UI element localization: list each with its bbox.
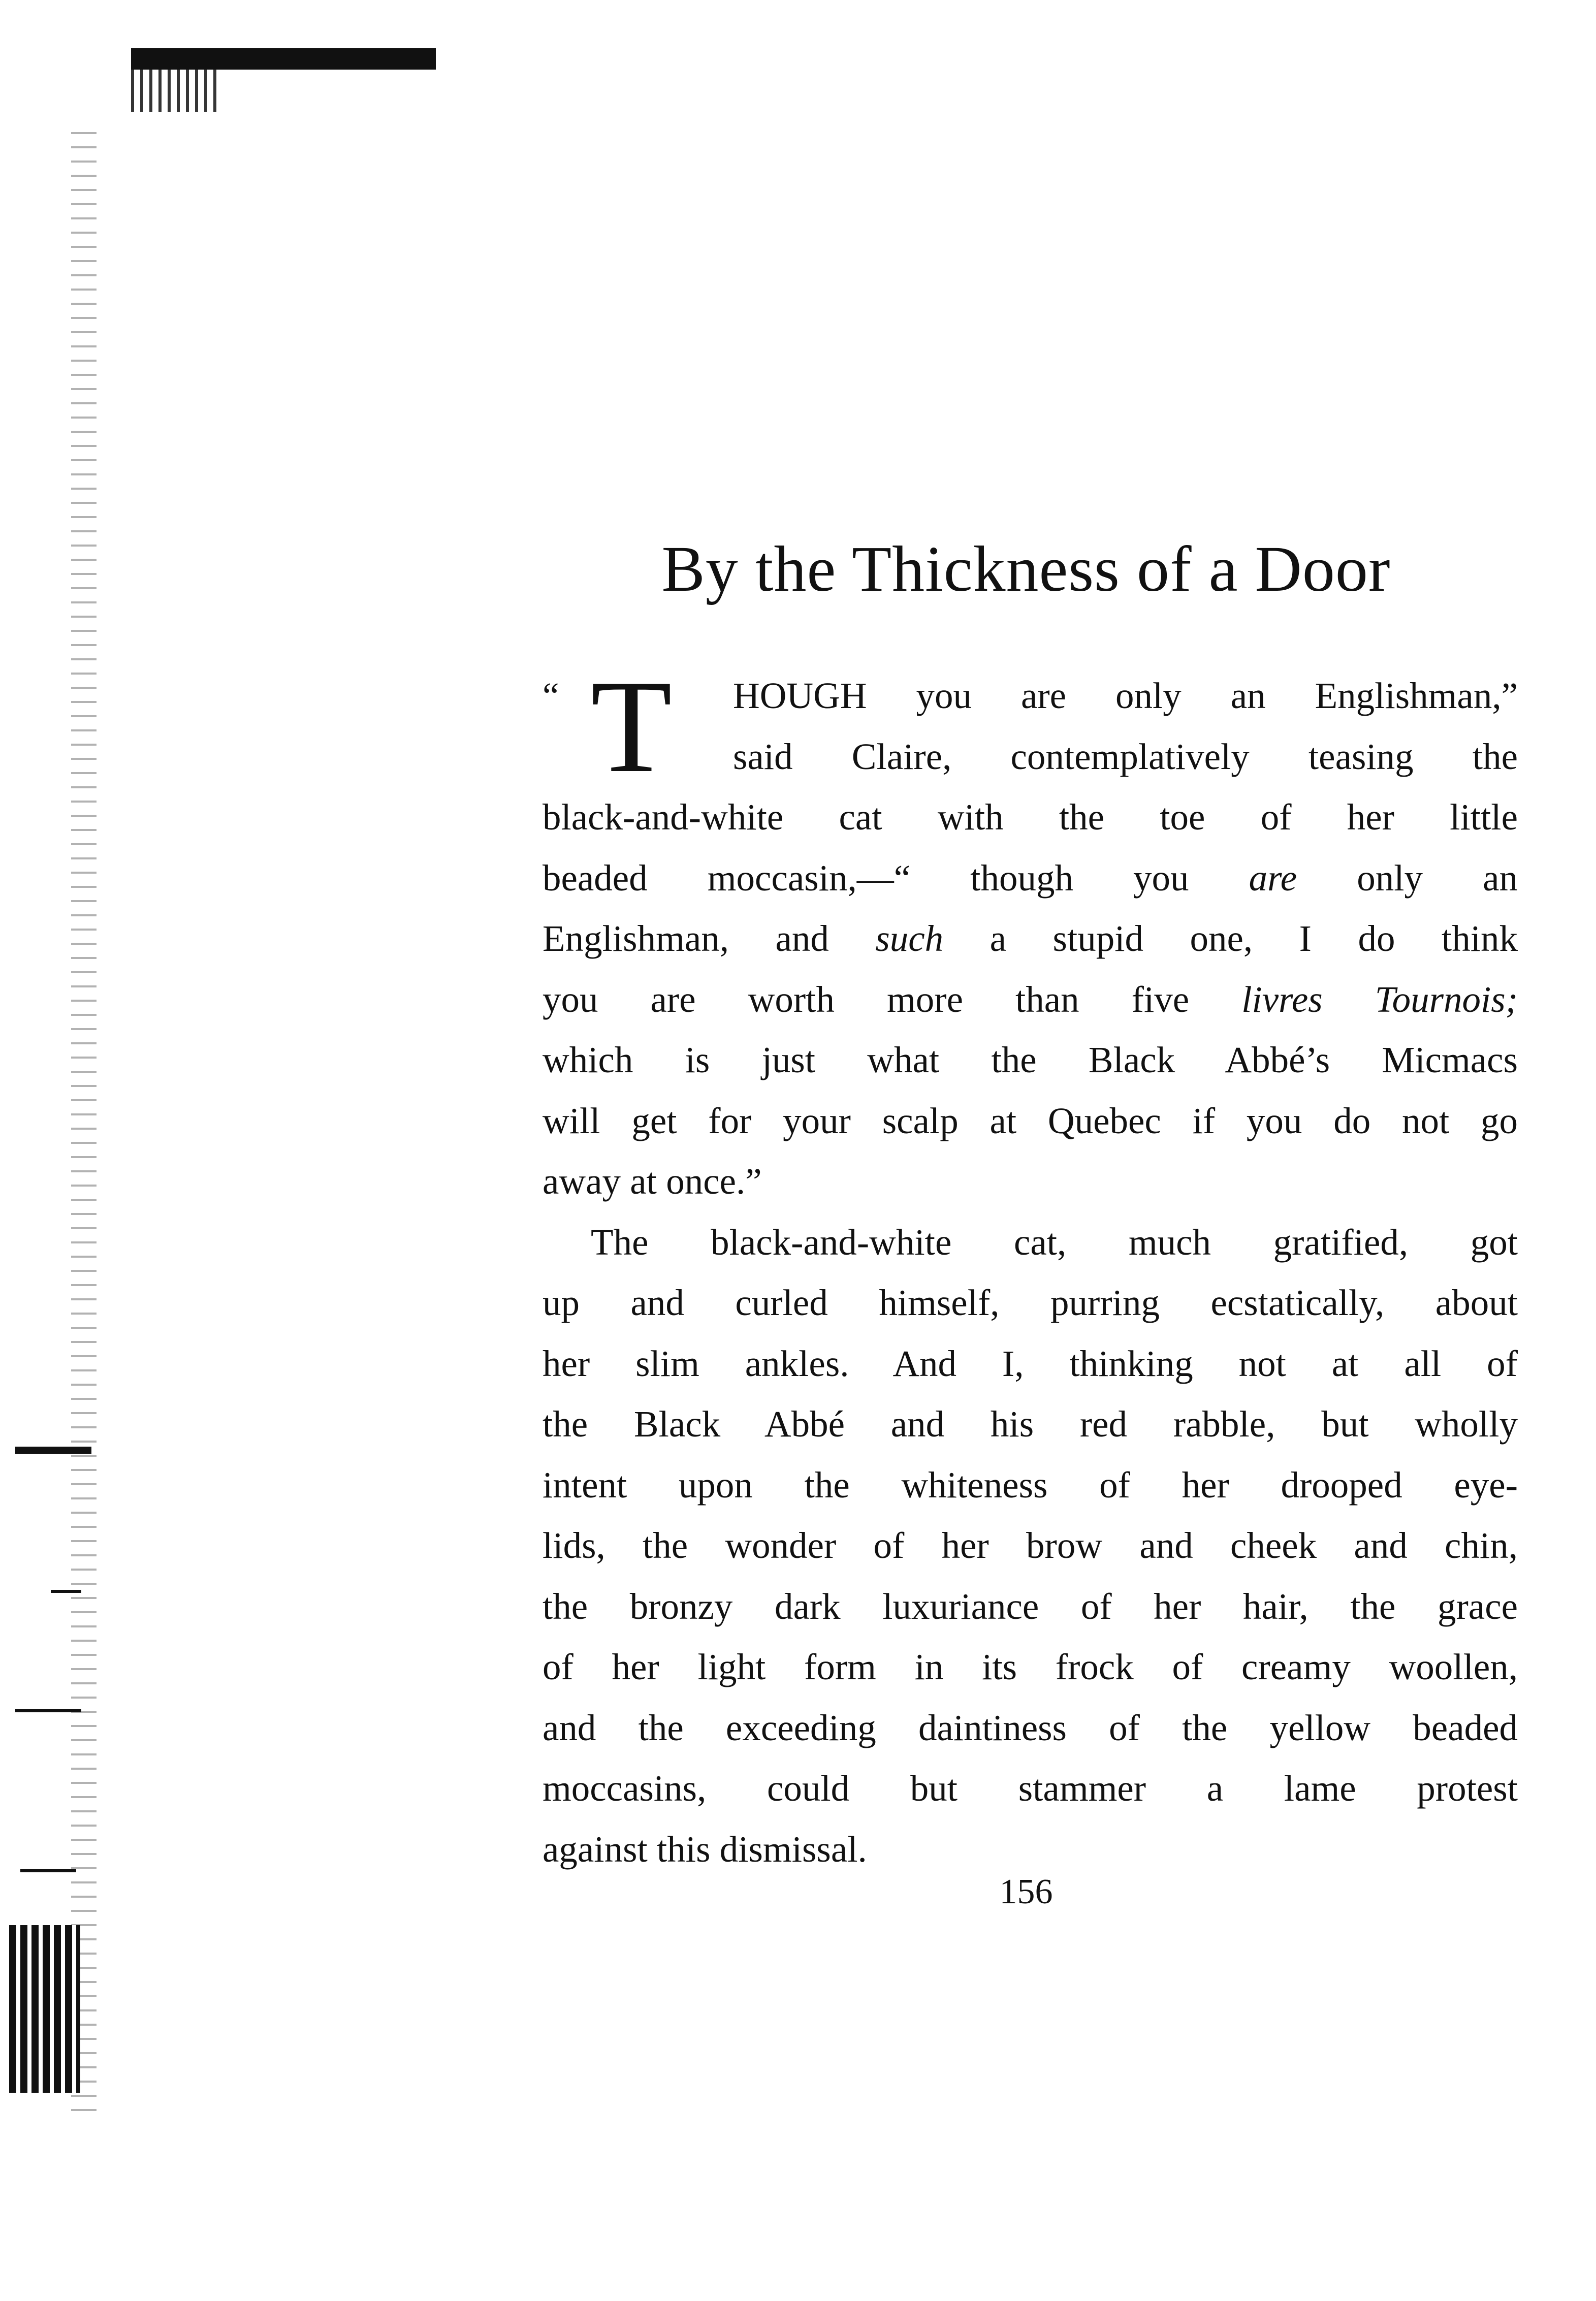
text-line: her slim ankles. And I, thinking not at all of — [542, 1343, 1518, 1384]
scan-artifact-mark — [20, 1869, 76, 1872]
text-line: black-and-white cat with the toe of her little — [542, 796, 1518, 838]
text-line: which is just what the Black Abbé’s Micmacs — [542, 1039, 1518, 1080]
text-line: the bronzy dark luxuriance of her hair, the grace — [542, 1585, 1518, 1627]
text-line: The black-and-white cat, much gratified, got — [591, 1221, 1518, 1263]
text-line: and the exceeding daintiness of the yellow beaded — [542, 1707, 1518, 1748]
text-segment: a stupid one, I do think — [943, 918, 1518, 959]
drop-cap: T — [591, 653, 673, 800]
text-segment: beaded moccasin,—“ though you — [542, 857, 1249, 899]
text-segment: you are worth more than five — [542, 978, 1242, 1020]
scan-artifact-block — [9, 1925, 80, 2093]
text-line: intent upon the whiteness of her drooped eye- — [542, 1464, 1518, 1506]
scan-artifact-mark — [15, 1709, 81, 1712]
opening-quote: “ — [542, 675, 559, 716]
text-line — [542, 969, 1518, 1030]
page-number: 156 — [999, 1872, 1053, 1911]
page-title: By the Thickness of a Door — [661, 533, 1391, 605]
scan-artifact-top-drip — [131, 66, 222, 112]
scan-artifact-mark — [15, 1447, 91, 1454]
text-line: the Black Abbé and his red rabble, but wholly — [542, 1403, 1518, 1445]
italic-text: such — [875, 918, 944, 959]
text-line: lids, the wonder of her brow and cheek and chin, — [542, 1525, 1518, 1566]
text-line: HOUGH you are only an Englishman,” — [733, 675, 1518, 716]
text-line: said Claire, contemplatively teasing the — [733, 736, 1518, 777]
text-line: of her light form in its frock of creamy woollen, — [542, 1646, 1518, 1687]
italic-text: livres Tournois; — [1241, 978, 1518, 1020]
text-line: against this dismissal. — [542, 1828, 867, 1870]
text-segment: Englishman, and — [542, 918, 876, 959]
text-line: away at once.” — [542, 1161, 762, 1202]
text-line: moccasins, could but stammer a lame protest — [542, 1768, 1518, 1809]
text-line — [542, 908, 1518, 969]
body-text — [542, 653, 1518, 1879]
text-segment: only an — [1297, 857, 1518, 899]
text-line: will get for your scalp at Quebec if you do not go — [542, 1100, 1518, 1141]
scan-artifact-mark — [51, 1590, 81, 1593]
text-line: up and curled himself, purring ecstatically, about — [542, 1282, 1518, 1323]
italic-text: are — [1249, 857, 1297, 899]
scan-artifact-left-edge — [71, 132, 97, 2113]
text-line — [542, 848, 1518, 909]
